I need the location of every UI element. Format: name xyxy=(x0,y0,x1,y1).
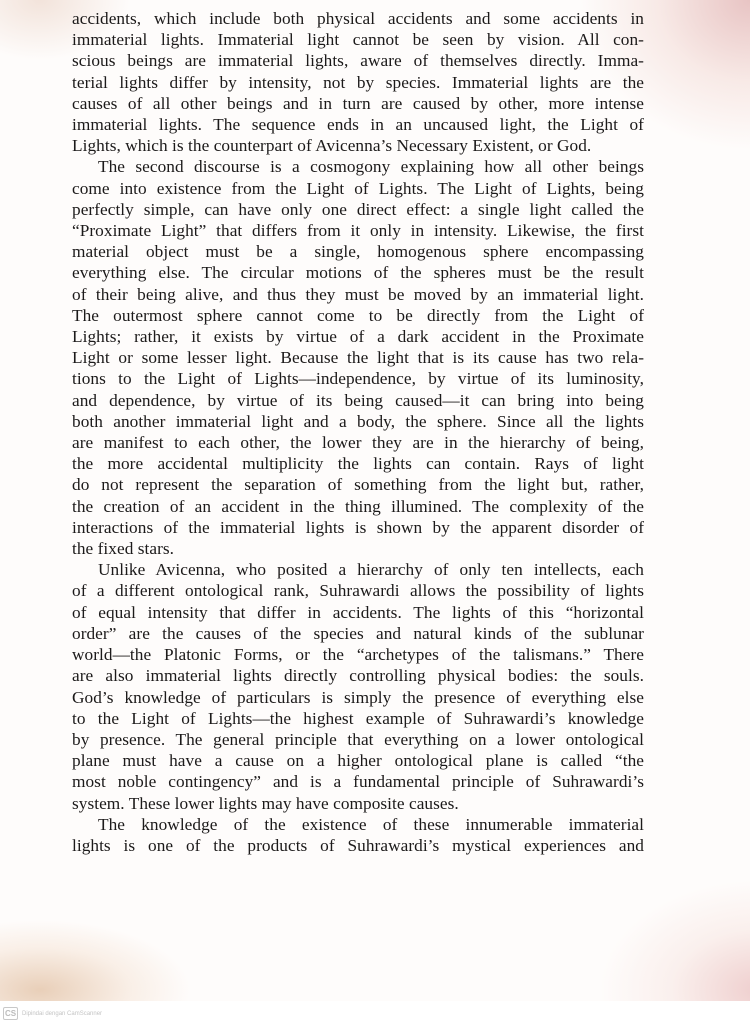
text-line: most noble contingency” and is a fundamental principle of Suhrawardi’s xyxy=(72,772,644,792)
text-line: to the Light of Lights—the highest example of Suhrawardi’s knowledge xyxy=(72,708,644,728)
text-line: The knowledge of the existence of these innumerable immaterial xyxy=(98,814,644,834)
paragraph xyxy=(72,559,644,813)
text-line: both another immaterial light and a body, the sphere. Since all the lights xyxy=(72,411,644,431)
text-line: system. These lower lights may have composite causes. xyxy=(72,793,459,813)
scanner-footer-strip xyxy=(0,1001,750,1023)
text-line: the creation of an accident in the thing illumined. The complexity of the xyxy=(72,496,644,516)
text-line: and dependence, by virtue of its being caused—it can bring into being xyxy=(72,390,644,410)
text-line: order” are the causes of the species and natural kinds of the sublunar xyxy=(72,623,644,643)
text-line: The outermost sphere cannot come to be directly from the Light of xyxy=(72,305,644,325)
text-line: are manifest to each other, the lower they are in the hierarchy of being, xyxy=(72,433,644,453)
body-text xyxy=(72,8,644,856)
text-line: immaterial lights. Immaterial light cannot be seen by vision. All con- xyxy=(72,30,644,50)
text-line: “Proximate Light” that differs from it only in intensity. Likewise, the first xyxy=(72,221,644,241)
text-line: everything else. The circular motions of the spheres must be the result xyxy=(72,263,644,283)
text-line: Light or some lesser light. Because the light that is its cause has two rela- xyxy=(72,348,644,368)
text-line: lights is one of the products of Suhrawardi’s mystical experiences and xyxy=(72,835,644,855)
text-line: scious beings are immaterial lights, aware of themselves directly. Imma- xyxy=(72,51,644,71)
text-line: of a different ontological rank, Suhrawardi allows the possibility of lights xyxy=(72,581,644,601)
text-line: God’s knowledge of particulars is simply the presence of everything else xyxy=(72,687,644,707)
text-line: Lights, which is the counterpart of Avicenna’s Necessary Existent, or God. xyxy=(72,136,592,156)
watermark-label: Dipindai dengan CamScanner xyxy=(22,1010,103,1017)
text-line: the more accidental multiplicity the lights can contain. Rays of light xyxy=(72,454,644,474)
text-line: world—the Platonic Forms, or the “archetypes of the talismans.” There xyxy=(72,645,644,665)
text-line: Unlike Avicenna, who posited a hierarchy of only ten intellects, each xyxy=(98,560,644,580)
text-line: causes of all other beings and in turn are caused by other, more intense xyxy=(72,93,644,113)
camscanner-logo-icon: CS xyxy=(3,1007,18,1020)
text-line: do not represent the separation of something from the light but, rather, xyxy=(72,475,644,495)
text-line: tions to the Light of Lights—independence, by virtue of its luminosity, xyxy=(72,369,644,389)
text-line: of their being alive, and thus they must be moved by an immaterial light. xyxy=(72,284,644,304)
paragraph xyxy=(72,8,644,156)
camscanner-watermark xyxy=(3,1007,102,1020)
text-line: by presence. The general principle that everything on a lower ontological xyxy=(72,729,644,749)
text-line: accidents, which include both physical accidents and some accidents in xyxy=(72,9,644,28)
paragraph xyxy=(72,814,644,856)
text-line: plane must have a cause on a higher ontological plane is called “the xyxy=(72,751,644,771)
text-line: the fixed stars. xyxy=(72,539,175,559)
text-line: Lights; rather, it exists by virtue of a dark accident in the Proximate xyxy=(72,327,644,347)
text-line: perfectly simple, can have only one direct effect: a single light called the xyxy=(72,199,644,219)
text-line: of equal intensity that differ in accidents. The lights of this “horizontal xyxy=(72,602,644,622)
text-line: come into existence from the Light of Lights. The Light of Lights, being xyxy=(72,178,644,198)
text-line: are also immaterial lights directly controlling physical bodies: the souls. xyxy=(72,666,644,686)
text-line: interactions of the immaterial lights is shown by the apparent disorder of xyxy=(72,517,644,537)
paragraph xyxy=(72,156,644,559)
text-line: The second discourse is a cosmogony explaining how all other beings xyxy=(98,157,644,177)
text-line: material object must be a single, homogenous sphere encompassing xyxy=(72,242,644,262)
text-line: terial lights differ by intensity, not by species. Immaterial lights are the xyxy=(72,72,644,92)
text-line: immaterial lights. The sequence ends in an uncaused light, the Light of xyxy=(72,115,644,135)
